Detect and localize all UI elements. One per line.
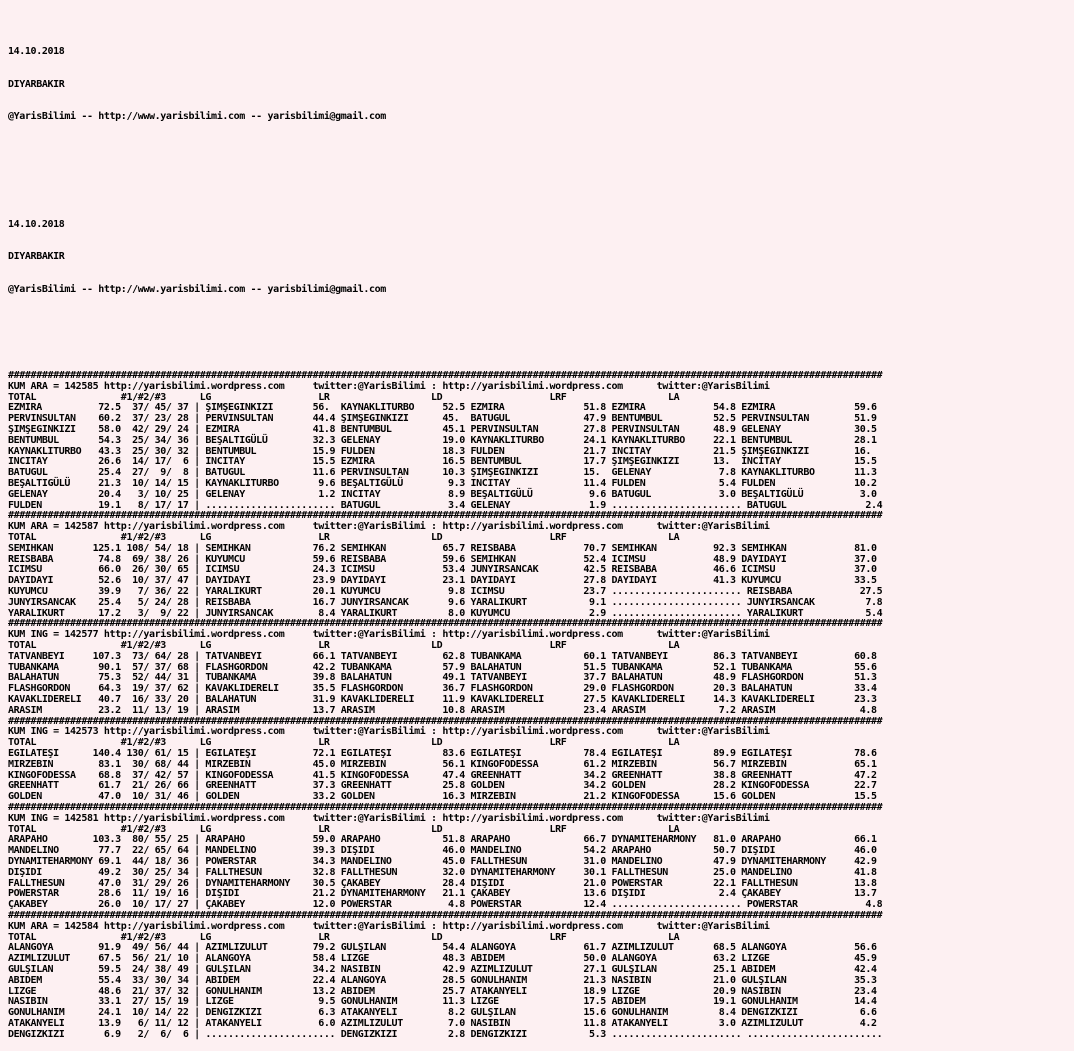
race-row: BALAHATUN 75.3 52/ 44/ 31 | TUBANKAMA 39.8 BALAHATUN 49.1 TATVANBEYI 37.7 BALAHATUN 48.9 FLASHGORDON 51.3 [8, 672, 877, 684]
column-header-line: TOTAL #1/#2/#3 LG LR LD LRF LA [8, 823, 680, 835]
date-line: 14.10.2018 [8, 218, 65, 230]
race-row: ÇAKABEY 26.0 10/ 17/ 27 | ÇAKABEY 12.0 POWERSTAR 4.8 POWERSTAR 12.4 ....................... POWERSTAR 4.8 [8, 899, 883, 911]
race-row: MANDELINO 77.7 22/ 65/ 64 | MANDELINO 39.3 DIŞIDI 46.0 MANDELINO 54.2 ARAPAHO 50.7 DIŞIDI 46.0 [8, 845, 877, 857]
race-row: FALLTHESUN 47.0 31/ 29/ 26 | DYNAMITEHARMONY 30.5 ÇAKABEY 28.4 DIŞIDI 21.0 POWERSTAR 22.1 FALLTHESUN 13.8 [8, 877, 877, 889]
race-title-line: KUM ING = 142573 http://yarisbilimi.wordpress.com twitter:@YarisBilimi : http://yarisbilimi.wordpress.com twitter:@YarisBilimi [8, 726, 770, 738]
column-header-line: TOTAL #1/#2/#3 LG LR LD LRF LA [8, 737, 680, 749]
column-header-line: TOTAL #1/#2/#3 LG LR LD LRF LA [8, 931, 680, 943]
race-row: ALANGOYA 91.9 49/ 56/ 44 | AZIMLIZULUT 79.2 GULŞILAN 54.4 ALANGOYA 61.7 AZIMLIZULUT 68.5 ALANGOYA 56.6 [8, 942, 877, 954]
race-row: FLASHGORDON 64.3 19/ 37/ 62 | KAVAKLIDERELI 35.5 FLASHGORDON 36.7 FLASHGORDON 29.0 FLASHGORDON 20.3 BALAHATUN 33.4 [8, 683, 877, 695]
race-row: KUYUMCU 39.9 7/ 36/ 22 | YARALIKURT 20.1 KUYUMCU 9.8 ICIMSU 23.7 ....................... REISBABA 27.5 [8, 586, 883, 598]
race-row: POWERSTAR 28.6 11/ 19/ 16 | DIŞIDI 21.2 DYNAMITEHARMONY 21.1 ÇAKABEY 13.6 DIŞIDI 2.4 ÇAKABEY 13.7 [8, 888, 877, 900]
header-block [8, 198, 1074, 317]
separator-line: ########################################################################################################################################################### [8, 370, 883, 382]
race-row: TATVANBEYI 107.3 73/ 64/ 28 | TATVANBEYI 66.1 TATVANBEYI 62.8 TUBANKAMA 60.1 TATVANBEYI 86.3 TATVANBEYI 60.8 [8, 650, 877, 662]
separator-line: ########################################################################################################################################################### [8, 801, 883, 813]
race-row: ICIMSU 66.0 26/ 30/ 65 | ICIMSU 24.3 ICIMSU 53.4 JUNYIRSANCAK 42.5 REISBABA 46.6 ICIMSU 37.0 [8, 564, 877, 576]
race-row: BEŞALTIGÜLÜ 21.3 10/ 14/ 15 | KAYNAKLITURBO 9.6 BEŞALTIGÜLÜ 9.3 INCITAY 11.4 FULDEN 5.4 FULDEN 10.2 [8, 478, 877, 490]
header-block [8, 26, 1074, 145]
race-row: DYNAMITEHARMONY 69.1 44/ 18/ 36 | POWERSTAR 34.3 MANDELINO 45.0 FALLTHESUN 31.0 MANDELINO 47.9 DYNAMITEHARMONY 42.9 [8, 855, 877, 867]
race-title-line: KUM ARA = 142585 http://yarisbilimi.wordpress.com twitter:@YarisBilimi : http://yarisbilimi.wordpress.com twitter:@YarisBilimi [8, 380, 770, 392]
race-row: YARALIKURT 17.2 3/ 9/ 22 | JUNYIRSANCAK 8.4 YARALIKURT 8.0 KUYUMCU 2.9 ....................... YARALIKURT 5.4 [8, 607, 883, 619]
contact-line: @YarisBilimi -- http://www.yarisbilimi.com -- yarisbilimi@gmail.com [8, 283, 386, 295]
contact-line: @YarisBilimi -- http://www.yarisbilimi.com -- yarisbilimi@gmail.com [8, 110, 386, 122]
race-row: JUNYIRSANCAK 25.4 5/ 24/ 28 | REISBABA 16.7 JUNYIRSANCAK 9.6 YARALIKURT 9.1 ....................... JUNYIRSANCAK 7.8 [8, 596, 883, 608]
spacer [8, 166, 1074, 177]
race-row: INCITAY 26.6 14/ 17/ 6 | INCITAY 15.5 EZMIRA 16.5 BENTUMBUL 17.7 ŞIMŞEGINKIZI 13. INCITAY 15.5 [8, 456, 877, 468]
separator-line: ########################################################################################################################################################### [8, 909, 883, 921]
race-row: NASIBIN 33.1 27/ 15/ 19 | LIZGE 9.5 GONULHANIM 11.3 LIZGE 17.5 ABIDEM 19.1 GONULHANIM 14.4 [8, 996, 877, 1008]
column-header-line: TOTAL #1/#2/#3 LG LR LD LRF LA [8, 640, 680, 652]
race-row: ŞIMŞEGINKIZI 58.0 42/ 29/ 24 | EZMIRA 41.8 BENTUMBUL 45.1 PERVINSULTAN 27.8 PERVINSULTAN 48.9 GELENAY 30.5 [8, 424, 877, 436]
race-row: REISBABA 74.8 69/ 38/ 26 | KUYUMCU 59.6 REISBABA 59.6 SEMIHKAN 52.4 ICIMSU 48.9 DAYIDAYI 37.0 [8, 553, 877, 565]
city-line: DIYARBAKIR [8, 78, 65, 90]
race-row: DAYIDAYI 52.6 10/ 37/ 47 | DAYIDAYI 23.9 DAYIDAYI 23.1 DAYIDAYI 27.8 DAYIDAYI 41.3 KUYUMCU 33.5 [8, 575, 877, 587]
race-block [8, 717, 1074, 803]
race-row: MIRZEBIN 83.1 30/ 68/ 44 | MIRZEBIN 45.0 MIRZEBIN 56.1 KINGOFODESSA 61.2 MIRZEBIN 56.7 MIRZEBIN 65.1 [8, 758, 877, 770]
race-block [8, 511, 1074, 619]
race-row: GELENAY 20.4 3/ 10/ 25 | GELENAY 1.2 INCITAY 8.9 BEŞALTIGÜLÜ 9.6 BATUGUL 3.0 BEŞALTIGÜLÜ 3.0 [8, 488, 877, 500]
race-row: LIZGE 48.6 21/ 37/ 32 | GONULHANIM 13.2 ABIDEM 25.7 ATAKANYELI 18.9 LIZGE 20.9 NASIBIN 23.4 [8, 985, 877, 997]
race-row: BENTUMBUL 54.3 25/ 34/ 36 | BEŞALTIGÜLÜ 32.3 GELENAY 19.0 KAYNAKLITURBO 24.1 KAYNAKLITURBO 22.1 BENTUMBUL 28.1 [8, 434, 877, 446]
race-row: SEMIHKAN 125.1 108/ 54/ 18 | SEMIHKAN 76.2 SEMIHKAN 65.7 REISBABA 70.7 SEMIHKAN 92.3 SEMIHKAN 81.0 [8, 542, 877, 554]
race-row: ATAKANYELI 13.9 6/ 11/ 12 | ATAKANYELI 6.0 AZIMLIZULUT 7.0 NASIBIN 11.8 ATAKANYELI 3.0 AZIMLIZULUT 4.2 [8, 1017, 877, 1029]
date-line: 14.10.2018 [8, 46, 65, 58]
race-row: DENGIZKIZI 6.9 2/ 6/ 6 | ....................... DENGIZKIZI 2.8 DENGIZKIZI 5.3 ....................... ........................ [8, 1028, 883, 1040]
race-row: BATUGUL 25.4 27/ 9/ 8 | BATUGUL 11.6 PERVINSULTAN 10.3 ŞIMŞEGINKIZI 15. GELENAY 7.8 KAYNAKLITURBO 11.3 [8, 467, 877, 479]
race-row: KAVAKLIDERELI 40.7 16/ 33/ 20 | BALAHATUN 31.9 KAVAKLIDERELI 11.9 KAVAKLIDERELI 27.5 KAVAKLIDERELI 14.3 KAVAKLIDERELI 23.3 [8, 694, 877, 705]
race-row: EGILATEŞI 140.4 130/ 61/ 15 | EGILATEŞI 72.1 EGILATEŞI 83.6 EGILATEŞI 78.4 EGILATEŞI 89.9 EGILATEŞI 78.6 [8, 747, 877, 759]
race-row: KAYNAKLITURBO 43.3 25/ 30/ 32 | BENTUMBUL 15.9 FULDEN 18.3 FULDEN 21.7 INCITAY 21.5 ŞIMŞEGINKIZI 16. [8, 445, 871, 457]
race-row: FULDEN 19.1 8/ 17/ 17 | ....................... BATUGUL 3.4 GELENAY 1.9 ....................... BATUGUL 2.4 [8, 499, 883, 511]
race-row: EZMIRA 72.5 37/ 45/ 37 | ŞIMŞEGINKIZI 56. KAYNAKLITURBO 52.5 EZMIRA 51.8 EZMIRA 54.8 EZMIRA 59.6 [8, 402, 877, 414]
race-row: DIŞIDI 49.2 30/ 25/ 34 | FALLTHESUN 32.8 FALLTHESUN 32.0 DYNAMITEHARMONY 30.1 FALLTHESUN 25.0 MANDELINO 41.8 [8, 866, 877, 878]
race-row: GULŞILAN 59.5 24/ 38/ 49 | GULŞILAN 34.2 NASIBIN 42.9 AZIMLIZULUT 27.1 GULŞILAN 25.1 ABIDEM 42.4 [8, 963, 877, 975]
city-line: DIYARBAKIR [8, 251, 65, 263]
race-row: GREENHATT 61.7 21/ 26/ 66 | GREENHATT 37.3 GREENHATT 25.8 GOLDEN 34.2 GOLDEN 28.2 KINGOFODESSA 22.7 [8, 780, 877, 792]
column-header-line: TOTAL #1/#2/#3 LG LR LD LRF LA [8, 391, 680, 403]
separator-line: ########################################################################################################################################################### [8, 715, 883, 727]
race-row: ARAPAHO 103.3 80/ 55/ 25 | ARAPAHO 59.0 ARAPAHO 51.8 ARAPAHO 66.7 DYNAMITEHARMONY 81.0 ARAPAHO 66.1 [8, 834, 877, 846]
spacer [8, 339, 1074, 350]
race-block [8, 911, 1074, 1041]
race-title-line: KUM ARA = 142584 http://yarisbilimi.wordpress.com twitter:@YarisBilimi : http://yarisbilimi.wordpress.com twitter:@YarisBilimi [8, 920, 770, 932]
race-block [8, 371, 1074, 511]
race-row: PERVINSULTAN 60.2 37/ 23/ 28 | PERVINSULTAN 44.4 ŞIMŞEGINKIZI 45. BATUGUL 47.9 BENTUMBUL 52.5 PERVINSULTAN 51.9 [8, 413, 877, 425]
race-title-line: KUM ARA = 142587 http://yarisbilimi.wordpress.com twitter:@YarisBilimi : http://yarisbilimi.wordpress.com twitter:@YarisBilimi [8, 521, 770, 533]
race-title-line: KUM ING = 142581 http://yarisbilimi.wordpress.com twitter:@YarisBilimi : http://yarisbilimi.wordpress.com twitter:@YarisBilimi [8, 812, 770, 824]
race-row: KINGOFODESSA 68.8 37/ 42/ 57 | KINGOFODESSA 41.5 KINGOFODESSA 47.4 GREENHATT 34.2 GREENHATT 38.8 GREENHATT 47.2 [8, 769, 877, 781]
race-title-line: KUM ING = 142577 http://yarisbilimi.wordpress.com twitter:@YarisBilimi : http://yarisbilimi.wordpress.com twitter:@YarisBilimi [8, 629, 770, 641]
race-block [8, 619, 1074, 716]
race-row: GONULHANIM 24.1 10/ 14/ 22 | DENGIZKIZI 6.3 ATAKANYELI 8.2 GULŞILAN 15.6 GONULHANIM 8.4 DENGIZKIZI 6.6 [8, 1007, 877, 1019]
race-block [8, 803, 1074, 911]
race-row: ARASIM 23.2 11/ 13/ 19 | ARASIM 13.7 ARASIM 10.8 ARASIM 23.4 ARASIM 7.2 ARASIM 4.8 [8, 704, 877, 716]
race-row: ABIDEM 55.4 33/ 30/ 34 | ABIDEM 22.4 ALANGOYA 28.5 GONULHANIM 21.3 NASIBIN 21.0 GULŞILAN 35.3 [8, 974, 877, 986]
race-row: TUBANKAMA 90.1 57/ 37/ 68 | FLASHGORDON 42.2 TUBANKAMA 57.9 BALAHATUN 51.5 TUBANKAMA 52.1 TUBANKAMA 55.6 [8, 661, 877, 673]
race-row: GOLDEN 47.0 10/ 31/ 46 | GOLDEN 33.2 GOLDEN 16.3 MIRZEBIN 21.2 KINGOFODESSA 15.6 GOLDEN 15.5 [8, 791, 877, 803]
race-tables [8, 371, 1074, 1040]
separator-line: ########################################################################################################################################################### [8, 510, 883, 522]
column-header-line: TOTAL #1/#2/#3 LG LR LD LRF LA [8, 532, 680, 544]
separator-line: ########################################################################################################################################################### [8, 618, 883, 630]
race-row: AZIMLIZULUT 67.5 56/ 21/ 10 | ALANGOYA 58.4 LIZGE 48.3 ABIDEM 50.0 ALANGOYA 63.2 LIZGE 45.9 [8, 953, 877, 965]
